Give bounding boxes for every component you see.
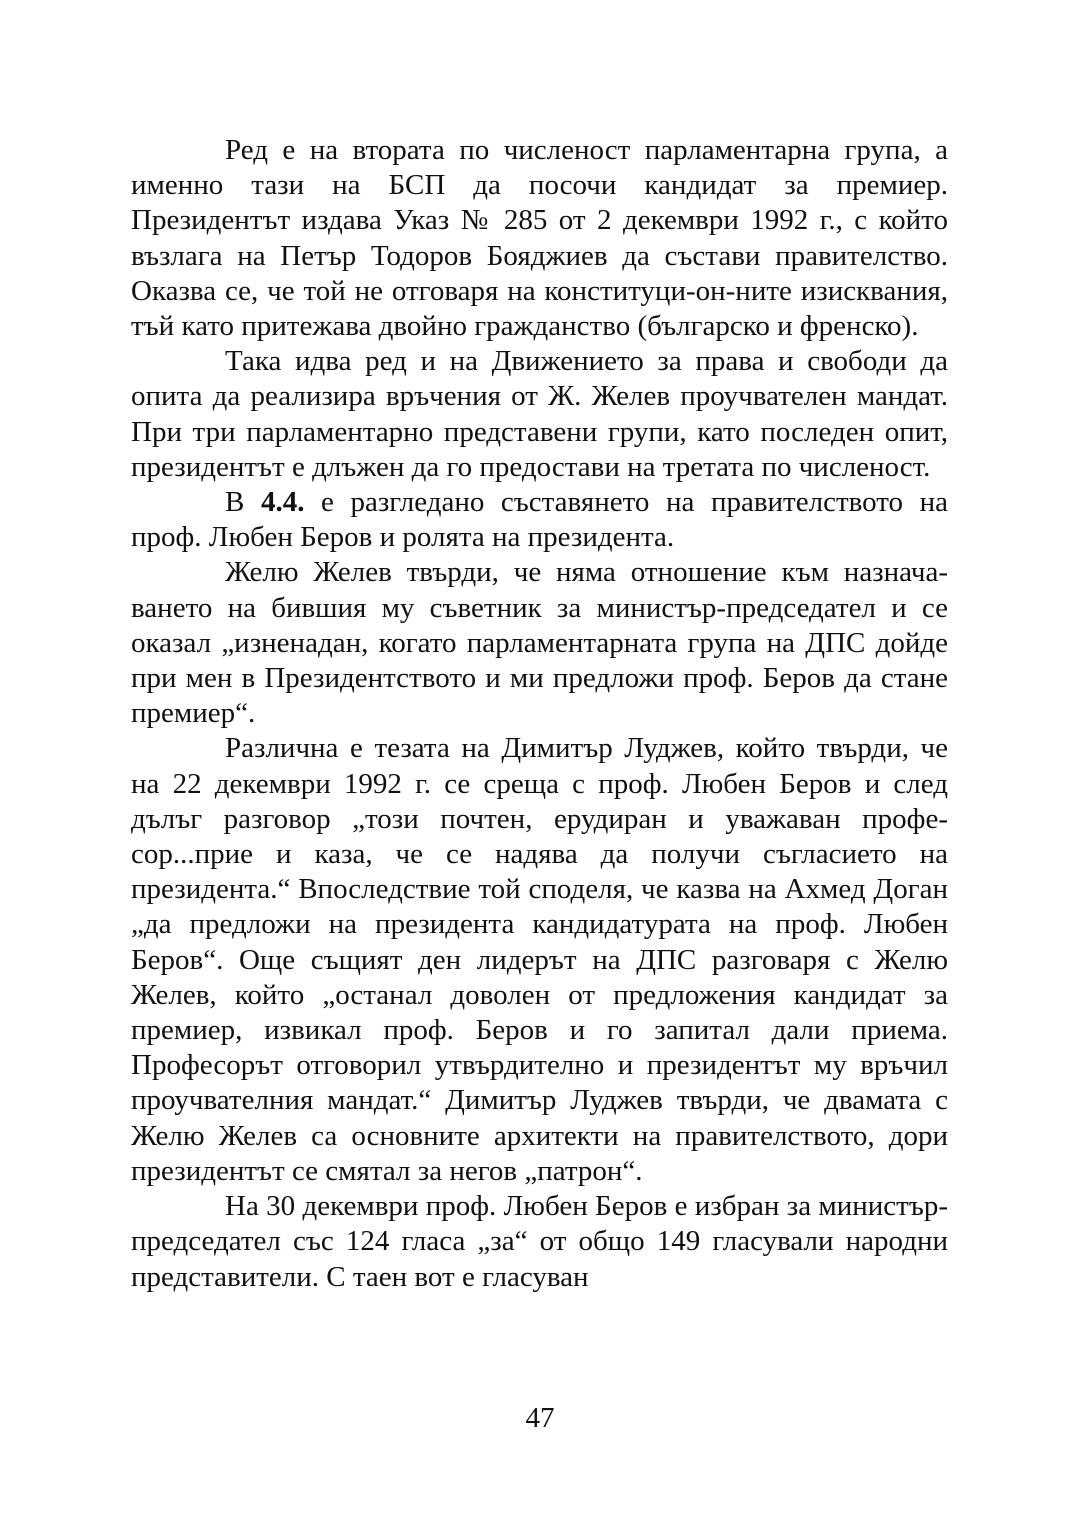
paragraph-1-text: Ред е на втората по численост парламентарна група, а именно тази на БСП да посочи кандидат за премиер. Президентът издава Указ № 285 от 2 декември 1992 г., с който възлага на Петър Тодоров Бояджиев да състави правителство. Оказва се, че той не отговаря на конституци-он-ните изисквания, тъй като притежава двойно гражданство (българско и френско). — [131, 134, 948, 343]
paragraph-2-text: Така идва ред и на Движението за права и свободи да опита да реализира връчения от Ж. Желев проучвателен мандат. При три парламентарно представени групи, като последен опит, президентът е длъжен да го предостави на третата по численост. — [131, 345, 948, 483]
paragraph-5-text: Различна е тезата на Димитър Луджев, който твърди, че на 22 декември 1992 г. се среща с проф. Любен Беров и след дълъг разговор „този почтен, ерудиран и уважаван професор...прие и каза, че се надява да получи съгласието на президента.“ Впоследствие той споделя, че казва на Ахмед Доган „да предложи на президента кандидатурата на проф. Любен Беров“. Още същият ден лидерът на ДПС разговаря с Желю Желев, който „останал доволен от предложения кандидат за премиер, извикал проф. Беров и го запитал дали приема. Професорът отговорил утвърдително и президентът му връчил проучвателния мандат.“ Димитър Луджев твърди, че двамата с Желю Желев са основните архитекти на правителството, дори президентът се смятал за негов „патрон“. — [131, 732, 948, 1187]
page-number: 47 — [525, 1402, 555, 1434]
paragraph-3-text: е разгледано съставянето на правителството на проф. Любен Беров и ролята на президента. — [131, 486, 948, 554]
paragraph-6 — [131, 1189, 948, 1295]
paragraph-5 — [131, 731, 948, 1189]
paragraph-1 — [131, 133, 948, 344]
paragraph-6-text: На 30 декември проф. Любен Беров е избран за министър-председател със 124 гласа „за“ от общо 149 гласували народни представители. С таен вот е гласуван — [131, 1190, 948, 1293]
paragraph-2 — [131, 344, 948, 485]
paragraph-4 — [131, 555, 948, 731]
paragraph-3 — [131, 485, 948, 555]
document-body — [131, 133, 948, 1295]
section-reference: 4.4. — [260, 486, 305, 519]
paragraph-4-text: Желю Желев твърди, че няма отношение към назначаването на бившия му съветник за министър-председател и се оказал „изненадан, когато парламентарната група на ДПС дойде при мен в Президентството и ми предложи проф. Беров да стане премиер“. — [131, 556, 948, 730]
paragraph-3-lead: В — [225, 486, 261, 519]
